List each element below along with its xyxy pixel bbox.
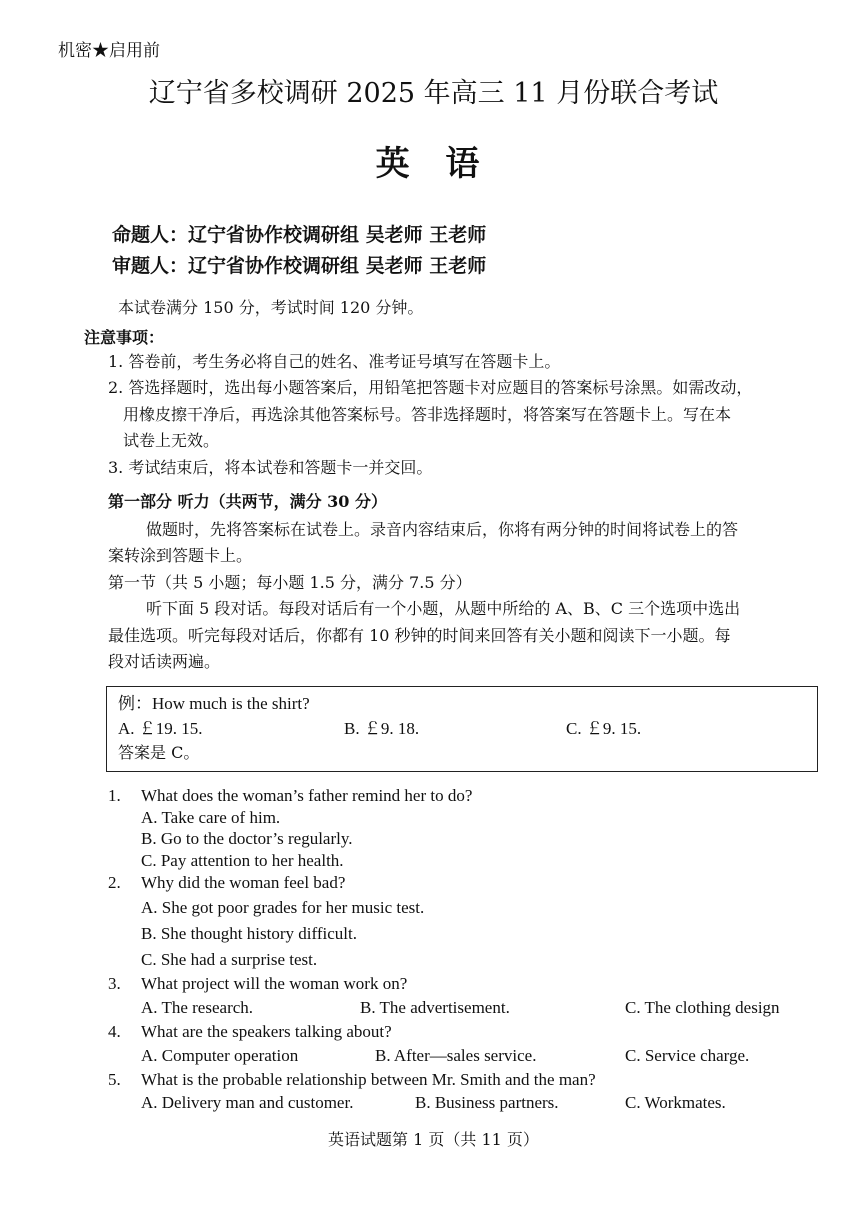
subject-title: 英 语 <box>375 144 492 184</box>
part1-title: 第一部分 听力（共两节，满分 30 分） <box>108 492 387 511</box>
question-number: 4. <box>108 1022 121 1041</box>
section1-instruction: 最佳选项。听完每段对话后，你都有 10 秒钟的时间来回答有关小题和阅读下一小题。每 <box>108 626 731 645</box>
option-b: B. Business partners. <box>415 1093 559 1112</box>
note-item: 试卷上无效。 <box>123 431 220 450</box>
option-b: B. Go to the doctor’s regularly. <box>141 829 353 848</box>
option-c: C. She had a surprise test. <box>141 950 318 969</box>
part1-instruction: 做题时，先将答案标在试卷上。录音内容结束后，你将有两分钟的时间将试卷上的答 <box>146 520 739 539</box>
section1-title: 第一节（共 5 小题；每小题 1.5 分，满分 7.5 分） <box>108 573 472 592</box>
question-text: What does the woman’s father remind her to do? <box>141 786 473 805</box>
question-number: 3. <box>108 974 121 993</box>
notes-title: 注意事项： <box>84 328 165 347</box>
option-b: B. After—sales service. <box>375 1046 537 1065</box>
question-text: What are the speakers talking about? <box>141 1022 392 1041</box>
note-item: 1. 答卷前，考生务必将自己的姓名、准考证号填写在答题卡上。 <box>108 352 561 371</box>
question-number: 2. <box>108 873 121 892</box>
question-text: What project will the woman work on? <box>141 974 408 993</box>
note-item: 3. 考试结束后，将本试卷和答题卡一并交回。 <box>108 458 433 477</box>
example-option-b: B. ￡9. 18. <box>344 719 420 738</box>
option-a: A. Computer operation <box>141 1046 299 1065</box>
example-option-a: A. ￡19. 15. <box>118 719 203 738</box>
option-c: C. Workmates. <box>625 1093 726 1112</box>
option-c: C. Service charge. <box>625 1046 750 1065</box>
option-a: A. Delivery man and customer. <box>141 1093 354 1112</box>
option-a: A. Take care of him. <box>141 808 281 827</box>
option-c: C. The clothing design <box>625 998 780 1017</box>
reviewer-line: 审题人：辽宁省协作校调研组 吴老师 王老师 <box>112 255 487 277</box>
question-setter-line: 命题人：辽宁省协作校调研组 吴老师 王老师 <box>112 224 487 246</box>
question-text: What is the probable relationship between Mr. Smith and the man? <box>141 1070 596 1089</box>
question-text: Why did the woman feel bad? <box>141 873 346 892</box>
exam-title: 辽宁省多校调研 2025 年高三 11 月份联合考试 <box>148 78 719 109</box>
option-a: A. She got poor grades for her music test. <box>141 898 425 917</box>
section1-instruction: 段对话读两遍。 <box>108 652 221 671</box>
example-question: 例：How much is the shirt? <box>118 694 310 713</box>
option-b: B. She thought history difficult. <box>141 924 357 943</box>
note-item: 用橡皮擦干净后，再选涂其他答案标号。答非选择题时，将答案写在答题卡上。写在本 <box>123 405 732 424</box>
example-option-c: C. ￡9. 15. <box>566 719 642 738</box>
question-number: 5. <box>108 1070 121 1089</box>
part1-instruction: 案转涂到答题卡上。 <box>108 546 253 565</box>
option-a: A. The research. <box>141 998 254 1017</box>
example-answer: 答案是 C。 <box>118 743 200 762</box>
option-c: C. Pay attention to her health. <box>141 851 344 870</box>
section1-instruction: 听下面 5 段对话。每段对话后有一个小题，从题中所给的 A、B、C 三个选项中选出 <box>146 599 741 618</box>
note-item: 2. 答选择题时，选出每小题答案后，用铅笔把答题卡对应题目的答案标号涂黑。如需改动， <box>108 378 753 397</box>
score-time-note: 本试卷满分 150 分，考试时间 120 分钟。 <box>118 298 424 317</box>
question-number: 1. <box>108 786 121 805</box>
confidential-label: 机密★启用前 <box>58 41 160 61</box>
option-b: B. The advertisement. <box>360 998 510 1017</box>
page-footer: 英语试题第 1 页（共 11 页） <box>328 1130 539 1149</box>
